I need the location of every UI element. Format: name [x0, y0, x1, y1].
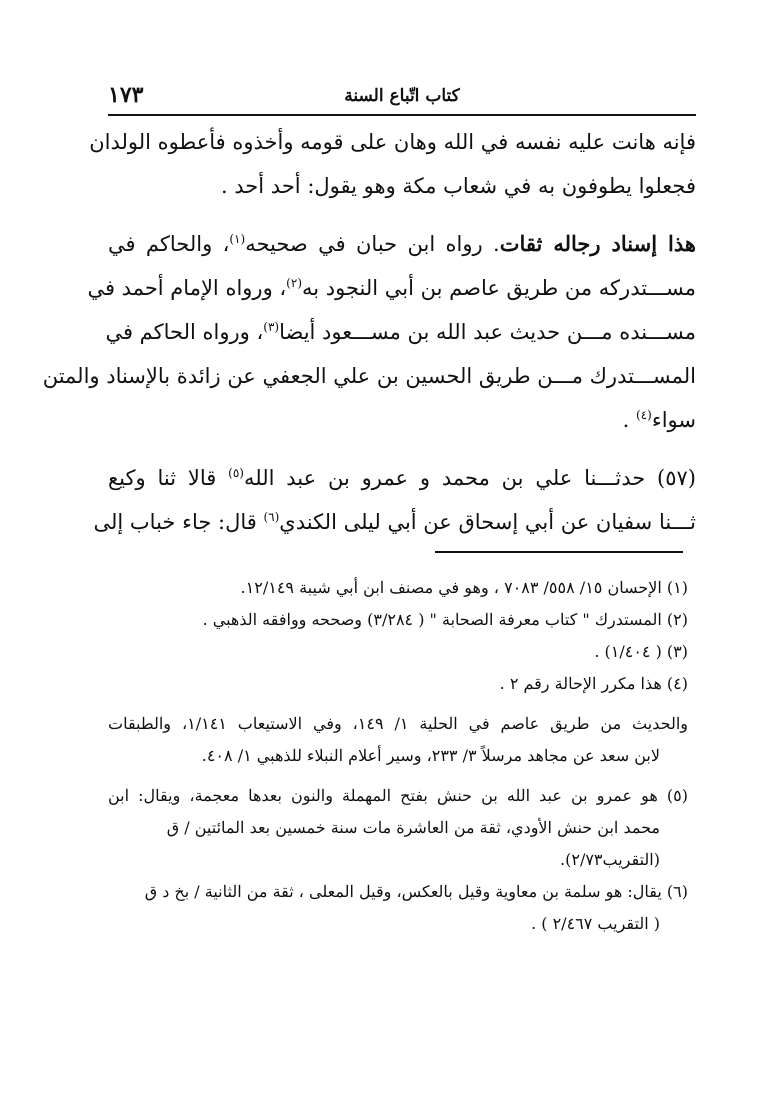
footnote-rule — [435, 551, 683, 553]
footnote: (٣) ( ١/٤٠٤) . — [594, 642, 688, 661]
footnote: (٤) هذا مكرر الإحالة رقم ٢ . — [499, 674, 688, 693]
text-span: قالا ثنا وكيع — [108, 466, 229, 490]
bold-lead: هذا إسناد رجاله ثقات — [499, 231, 696, 256]
footnote-marker: (٣) — [263, 320, 280, 334]
text-line: فجعلوا يطوفون به في شعاب مكة وهو يقول: أحد أحد . — [220, 174, 696, 198]
footnote-continuation: والحديث من طريق عاصم في الحلية ١/ ١٤٩، وفي الاستيعاب ١/١٤١، والطبقات — [108, 714, 688, 733]
text-span: . — [622, 408, 637, 432]
text-line — [108, 222, 696, 266]
footnote-continuation: (التقريب٢/٧٣). — [560, 850, 660, 869]
text-line: المســـتدرك مـــن طريق الحسين بن علي الجعفي عن زائدة بالإسناد والمتن — [42, 364, 696, 388]
text-span: مســـتدركه من طريق عاصم بن أبي النجود به — [302, 276, 696, 300]
text-span: ثـــنا سفيان عن أبي إسحاق عن أبي ليلى الكندي — [279, 510, 696, 534]
text-span: (٥٧) حدثـــنا علي بن محمد و عمرو بن عبد الله — [243, 466, 696, 490]
page-number: ١٧٣ — [108, 82, 144, 108]
footnote-marker: (٥) — [228, 466, 244, 480]
book-title: كتاب اتّباع السنة — [344, 86, 460, 106]
text-span: ، ورواه الحاكم في — [105, 320, 264, 344]
header-rule — [108, 114, 696, 116]
footnote: (٢) المستدرك " كتاب معرفة الصحابة " ( ٣/٢٨٤) وصححه ووافقه الذهبي . — [202, 610, 688, 629]
text-line — [105, 310, 696, 354]
text-span: مســـنده مـــن حديث عبد الله بن مســـعود أيضا — [279, 320, 696, 344]
text-span: ، والحاكم في — [108, 232, 230, 256]
text-span: ، ورواه الإمام أحمد في — [87, 276, 287, 300]
page-header — [108, 82, 696, 116]
footnote-marker: (١) — [229, 232, 246, 246]
footnote-continuation: لابن سعد عن مجاهد مرسلاً ٣/ ٢٣٣، وسير أعلام النبلاء للذهبي ١/ ٤٠٨. — [201, 746, 660, 765]
footnote: (٦) يقال: هو سلمة بن معاوية وقيل بالعكس، وقيل المعلى ، ثقة من الثانية / بخ د ق — [144, 882, 688, 901]
text-line — [108, 398, 696, 442]
footnote-marker: (٤) — [636, 408, 652, 422]
footnote: (٥) هو عمرو بن عبد الله بن حنش بفتح المهملة والنون بعدها معجمة، ويقال: ابن — [108, 786, 688, 805]
text-span: سواء — [651, 408, 696, 432]
text-span: . رواه ابن حبان في صحيحه — [245, 232, 500, 256]
footnote: (١) الإحسان ١٥/ ٥٥٨/ ٧٠٨٣ ، وهو في مصنف ابن أبي شيبة ١٢/١٤٩. — [240, 578, 688, 597]
text-line — [93, 500, 696, 544]
text-line — [87, 266, 696, 310]
text-line: فإنه هانت عليه نفسه في الله وهان على قومه وأخذوه فأعطوه الولدان — [89, 130, 696, 154]
text-span: قال: جاء خباب إلى — [93, 510, 264, 534]
text-line — [108, 456, 696, 500]
footnote-marker: (٦) — [263, 510, 280, 524]
footnotes — [108, 572, 688, 940]
footnote-continuation: ( التقريب ٢/٤٦٧ ) . — [531, 914, 660, 933]
footnote-marker: (٢) — [286, 276, 302, 290]
main-text — [42, 120, 696, 544]
footnote-continuation: محمد ابن حنش الأودي، ثقة من العاشرة مات سنة خمسين بعد المائتين / ق — [166, 818, 660, 837]
